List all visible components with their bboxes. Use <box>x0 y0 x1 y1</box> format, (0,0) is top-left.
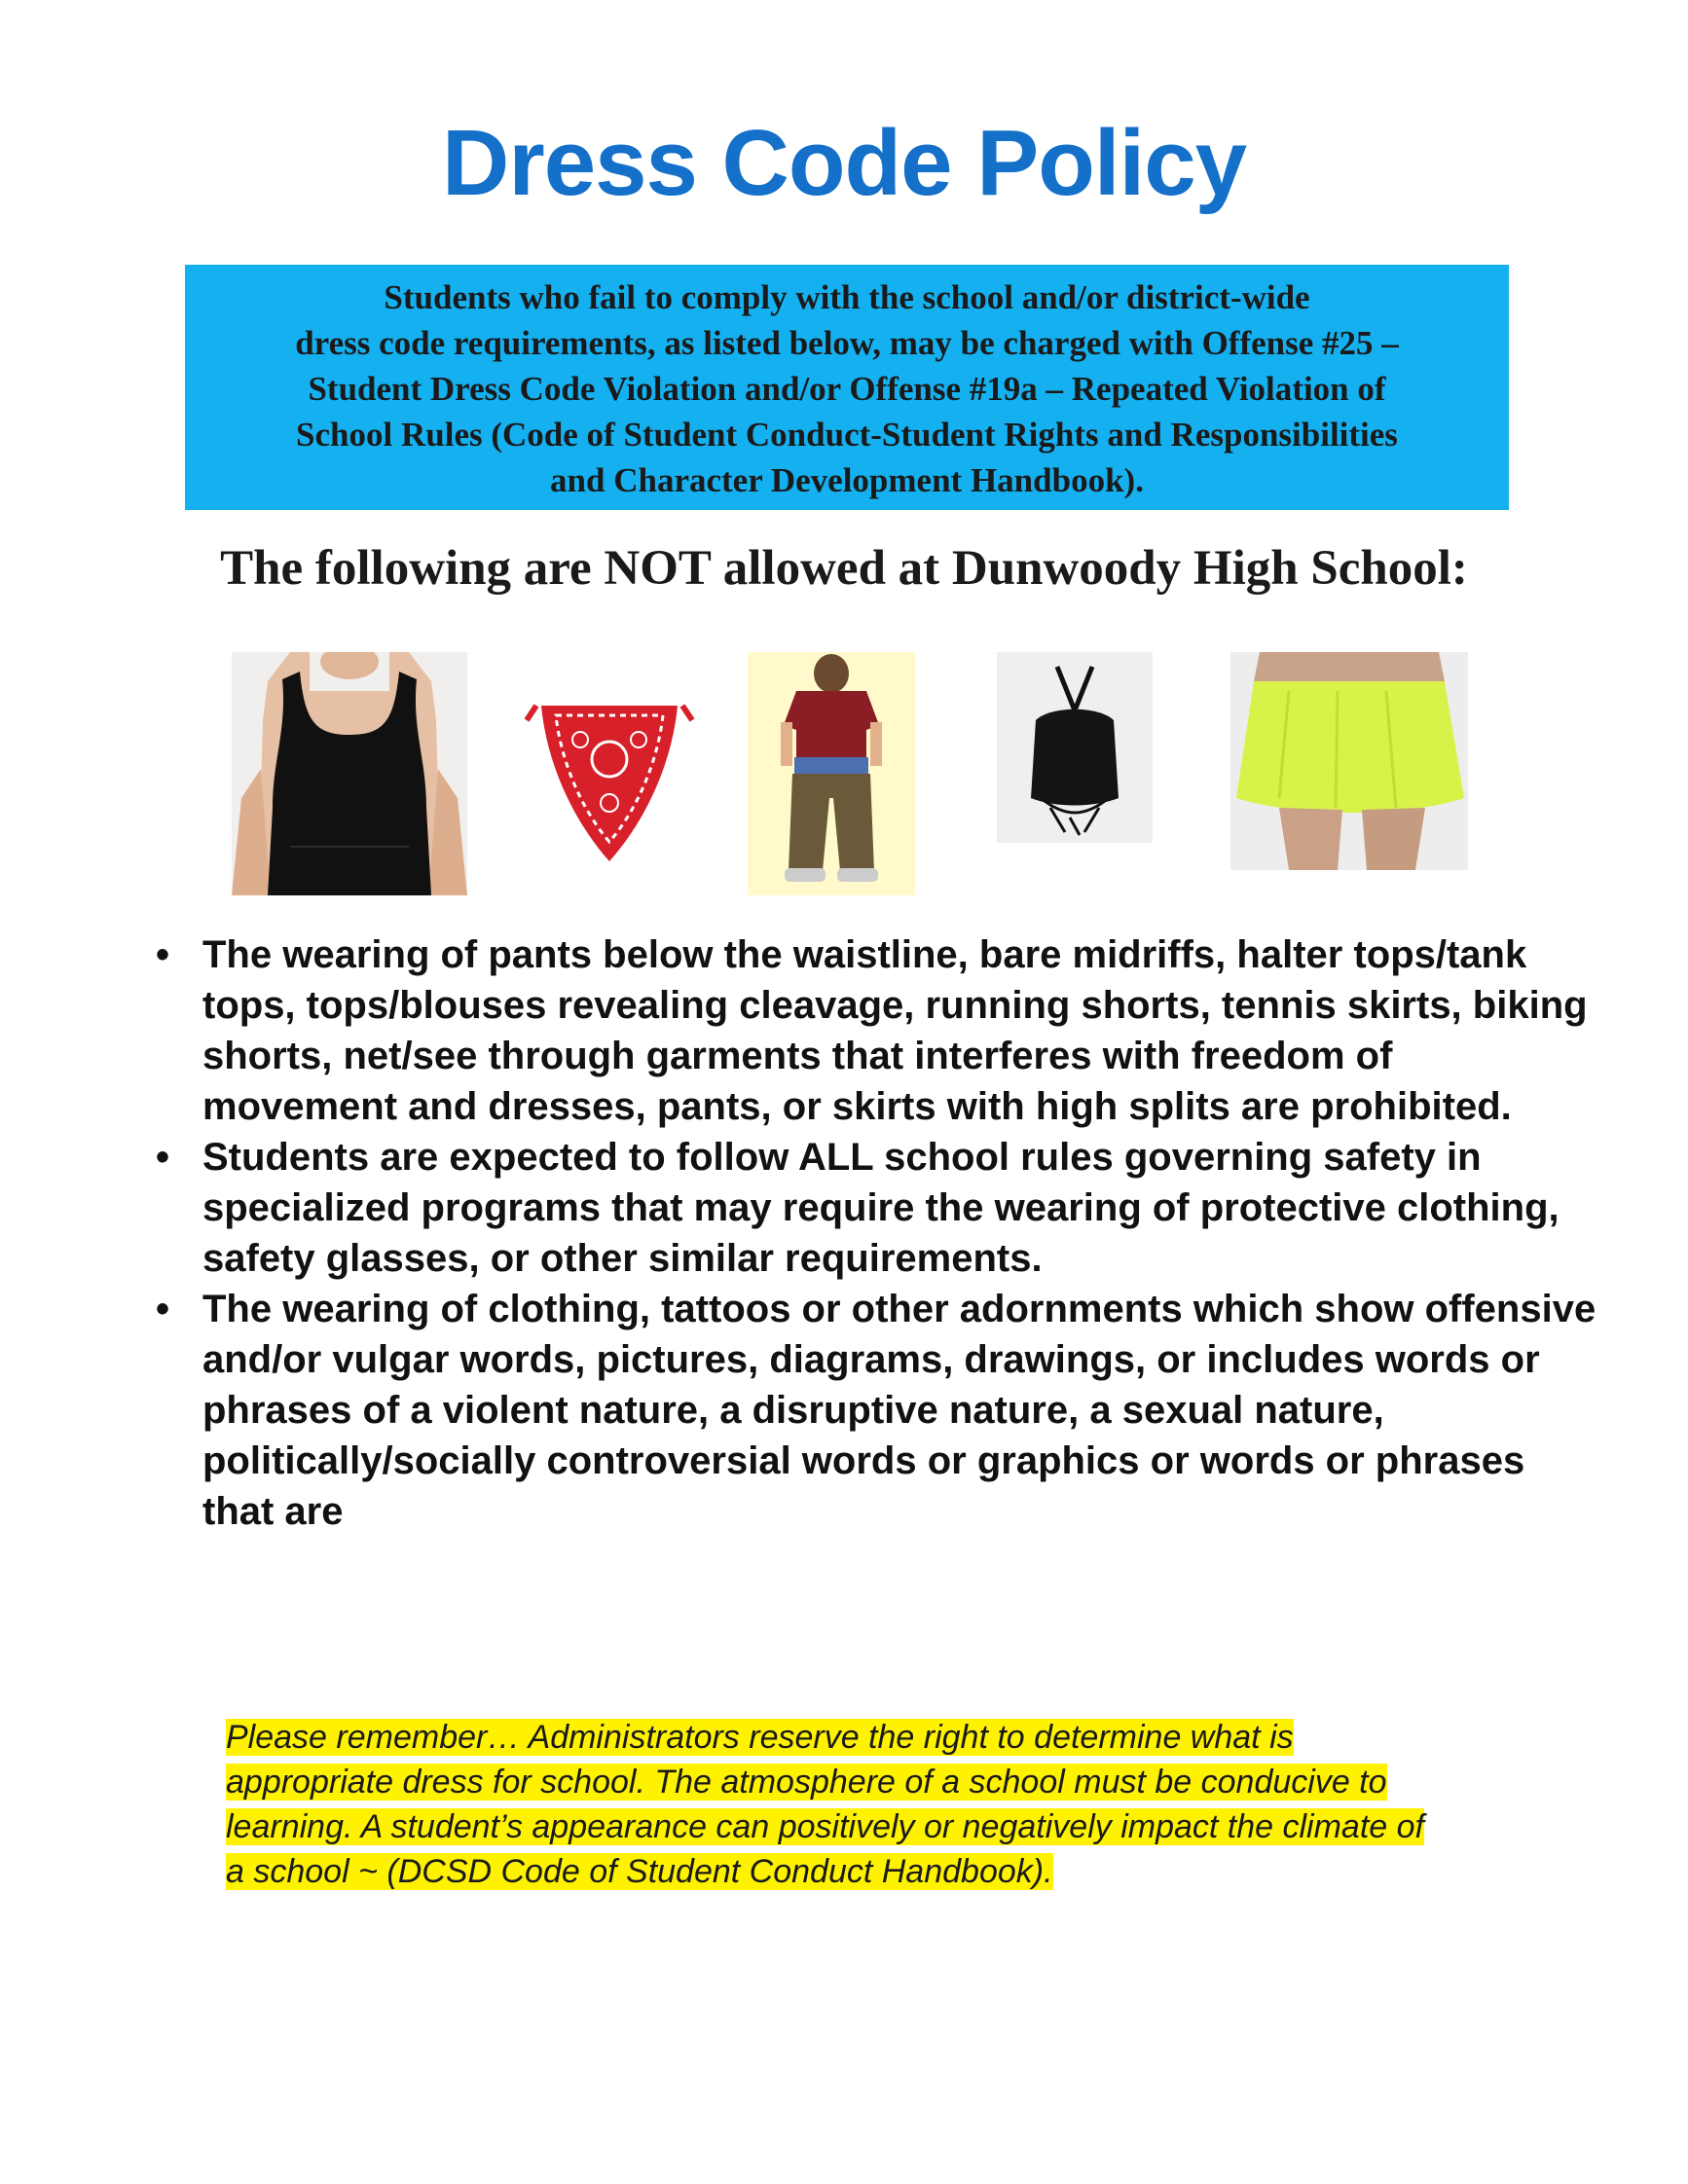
list-item <box>156 929 1596 1132</box>
rule-text: Students are expected to follow ALL school rules governing safety in specialized programs that may require the wearing of protective clothing, safety glasses, or other similar requirements. <box>202 1136 1560 1280</box>
rules-list <box>156 929 1596 1537</box>
reminder-line: Please remember… Administrators reserve the right to determine what is <box>226 1719 1294 1756</box>
rule-text: The wearing of clothing, tattoos or other adornments which show offensive and/or vulgar words, pictures, diagrams, drawings, or includes words or phrases of a violent nature, a disruptive nature, a sexual nature, politically/socially controversial words or graphics or words or phrases that are <box>202 1288 1596 1533</box>
notice-line: dress code requirements, as listed below, may be charged with Offense #25 – <box>295 324 1399 362</box>
reminder-line: learning. A student’s appearance can positively or negatively impact the climate of <box>226 1808 1424 1845</box>
bullet: • <box>156 1288 170 1330</box>
reminder-line: appropriate dress for school. The atmosphere of a school must be conducive to <box>226 1764 1387 1801</box>
notice-line: Student Dress Code Violation and/or Offense #19a – Repeated Violation of <box>308 370 1386 408</box>
list-item <box>156 1132 1596 1284</box>
notice-line: and Character Development Handbook). <box>550 461 1144 499</box>
list-item <box>156 1284 1596 1537</box>
page-title: Dress Code Policy <box>442 111 1246 215</box>
rule-text: The wearing of pants below the waistline, bare midriffs, halter tops/tank tops, tops/blouses revealing cleavage, running shorts, tennis skirts, biking shorts, net/see through garments that interferes with freedom of movement and dresses, pants, or skirts with high splits are prohibited. <box>202 933 1588 1128</box>
not-allowed-heading: The following are NOT allowed at Dunwoody High School: <box>220 541 1468 596</box>
bullet: • <box>156 1136 170 1179</box>
reminder-line: a school ~ (DCSD Code of Student Conduct Handbook). <box>226 1853 1053 1890</box>
reminder-note <box>226 1715 1589 1894</box>
notice-line: Students who fail to comply with the school and/or district-wide <box>384 278 1310 316</box>
notice-line: School Rules (Code of Student Conduct-Student Rights and Responsibilities <box>296 416 1398 454</box>
bullet: • <box>156 933 170 976</box>
